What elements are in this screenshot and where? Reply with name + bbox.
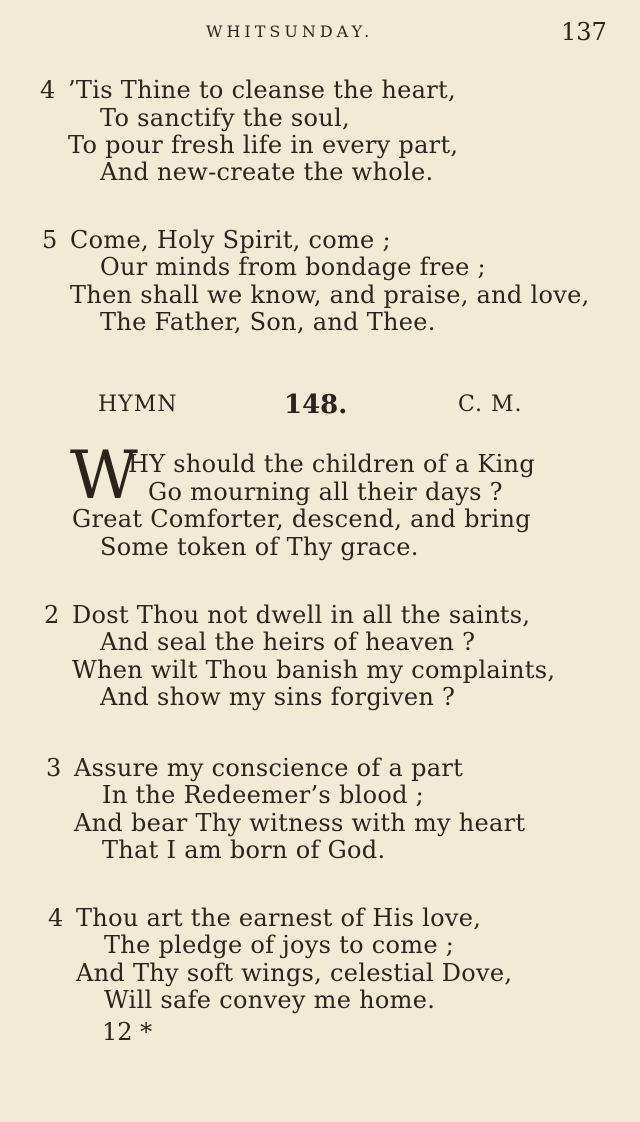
verse-line: Then shall we know, and praise, and love, (70, 281, 590, 309)
stanza-number: 2 (44, 601, 60, 629)
verse-line: That I am born of God. (102, 836, 386, 864)
verse-line: To sanctify the soul, (100, 104, 350, 132)
verse-line: And new-create the whole. (100, 158, 434, 186)
verse-line: Dost Thou not dwell in all the saints, (72, 601, 531, 629)
verse-line: When wilt Thou banish my complaints, (72, 656, 556, 684)
verse-line: Come, Holy Spirit, come ; (70, 226, 391, 254)
verse-line: ’Tis Thine to cleanse the heart, (68, 76, 456, 104)
verse-line: Some token of Thy grace. (100, 533, 419, 561)
stanza-number: 3 (46, 754, 62, 782)
verse-line: Thou art the earnest of His love, (76, 904, 482, 932)
hymn-number: 148. (284, 390, 348, 420)
verse-line: And Thy soft wings, celestial Dove, (76, 959, 513, 987)
running-header: WHITSUNDAY. (206, 22, 374, 41)
stanza-number: 4 (48, 904, 64, 932)
verse-line: Go mourning all their days ? (148, 478, 503, 506)
drop-cap: W (70, 437, 138, 514)
signature-mark: 12 * (102, 1018, 153, 1046)
verse-line: And seal the heirs of heaven ? (100, 628, 476, 656)
verse-line: And show my sins forgiven ? (100, 683, 456, 711)
stanza-number: 5 (42, 226, 58, 254)
page-number: 137 (561, 18, 607, 46)
verse-line: Great Comforter, descend, and bring (72, 505, 531, 533)
hymn-meter: C. M. (458, 392, 523, 417)
verse-line: Assure my conscience of a part (74, 754, 464, 782)
verse-line: Our minds from bondage free ; (100, 253, 486, 281)
verse-line: The Father, Son, and Thee. (100, 308, 436, 336)
verse-line: In the Redeemer’s blood ; (102, 781, 425, 809)
verse-line: And bear Thy witness with my heart (74, 809, 526, 837)
verse-line: The pledge of joys to come ; (104, 931, 455, 959)
hymn-label: HYMN (98, 392, 178, 417)
verse-line: To pour fresh life in every part, (68, 131, 459, 159)
verse-line: Will safe convey me home. (104, 986, 436, 1014)
stanza-number: 4 (40, 76, 56, 104)
verse-line: HY should the children of a King (128, 450, 535, 478)
